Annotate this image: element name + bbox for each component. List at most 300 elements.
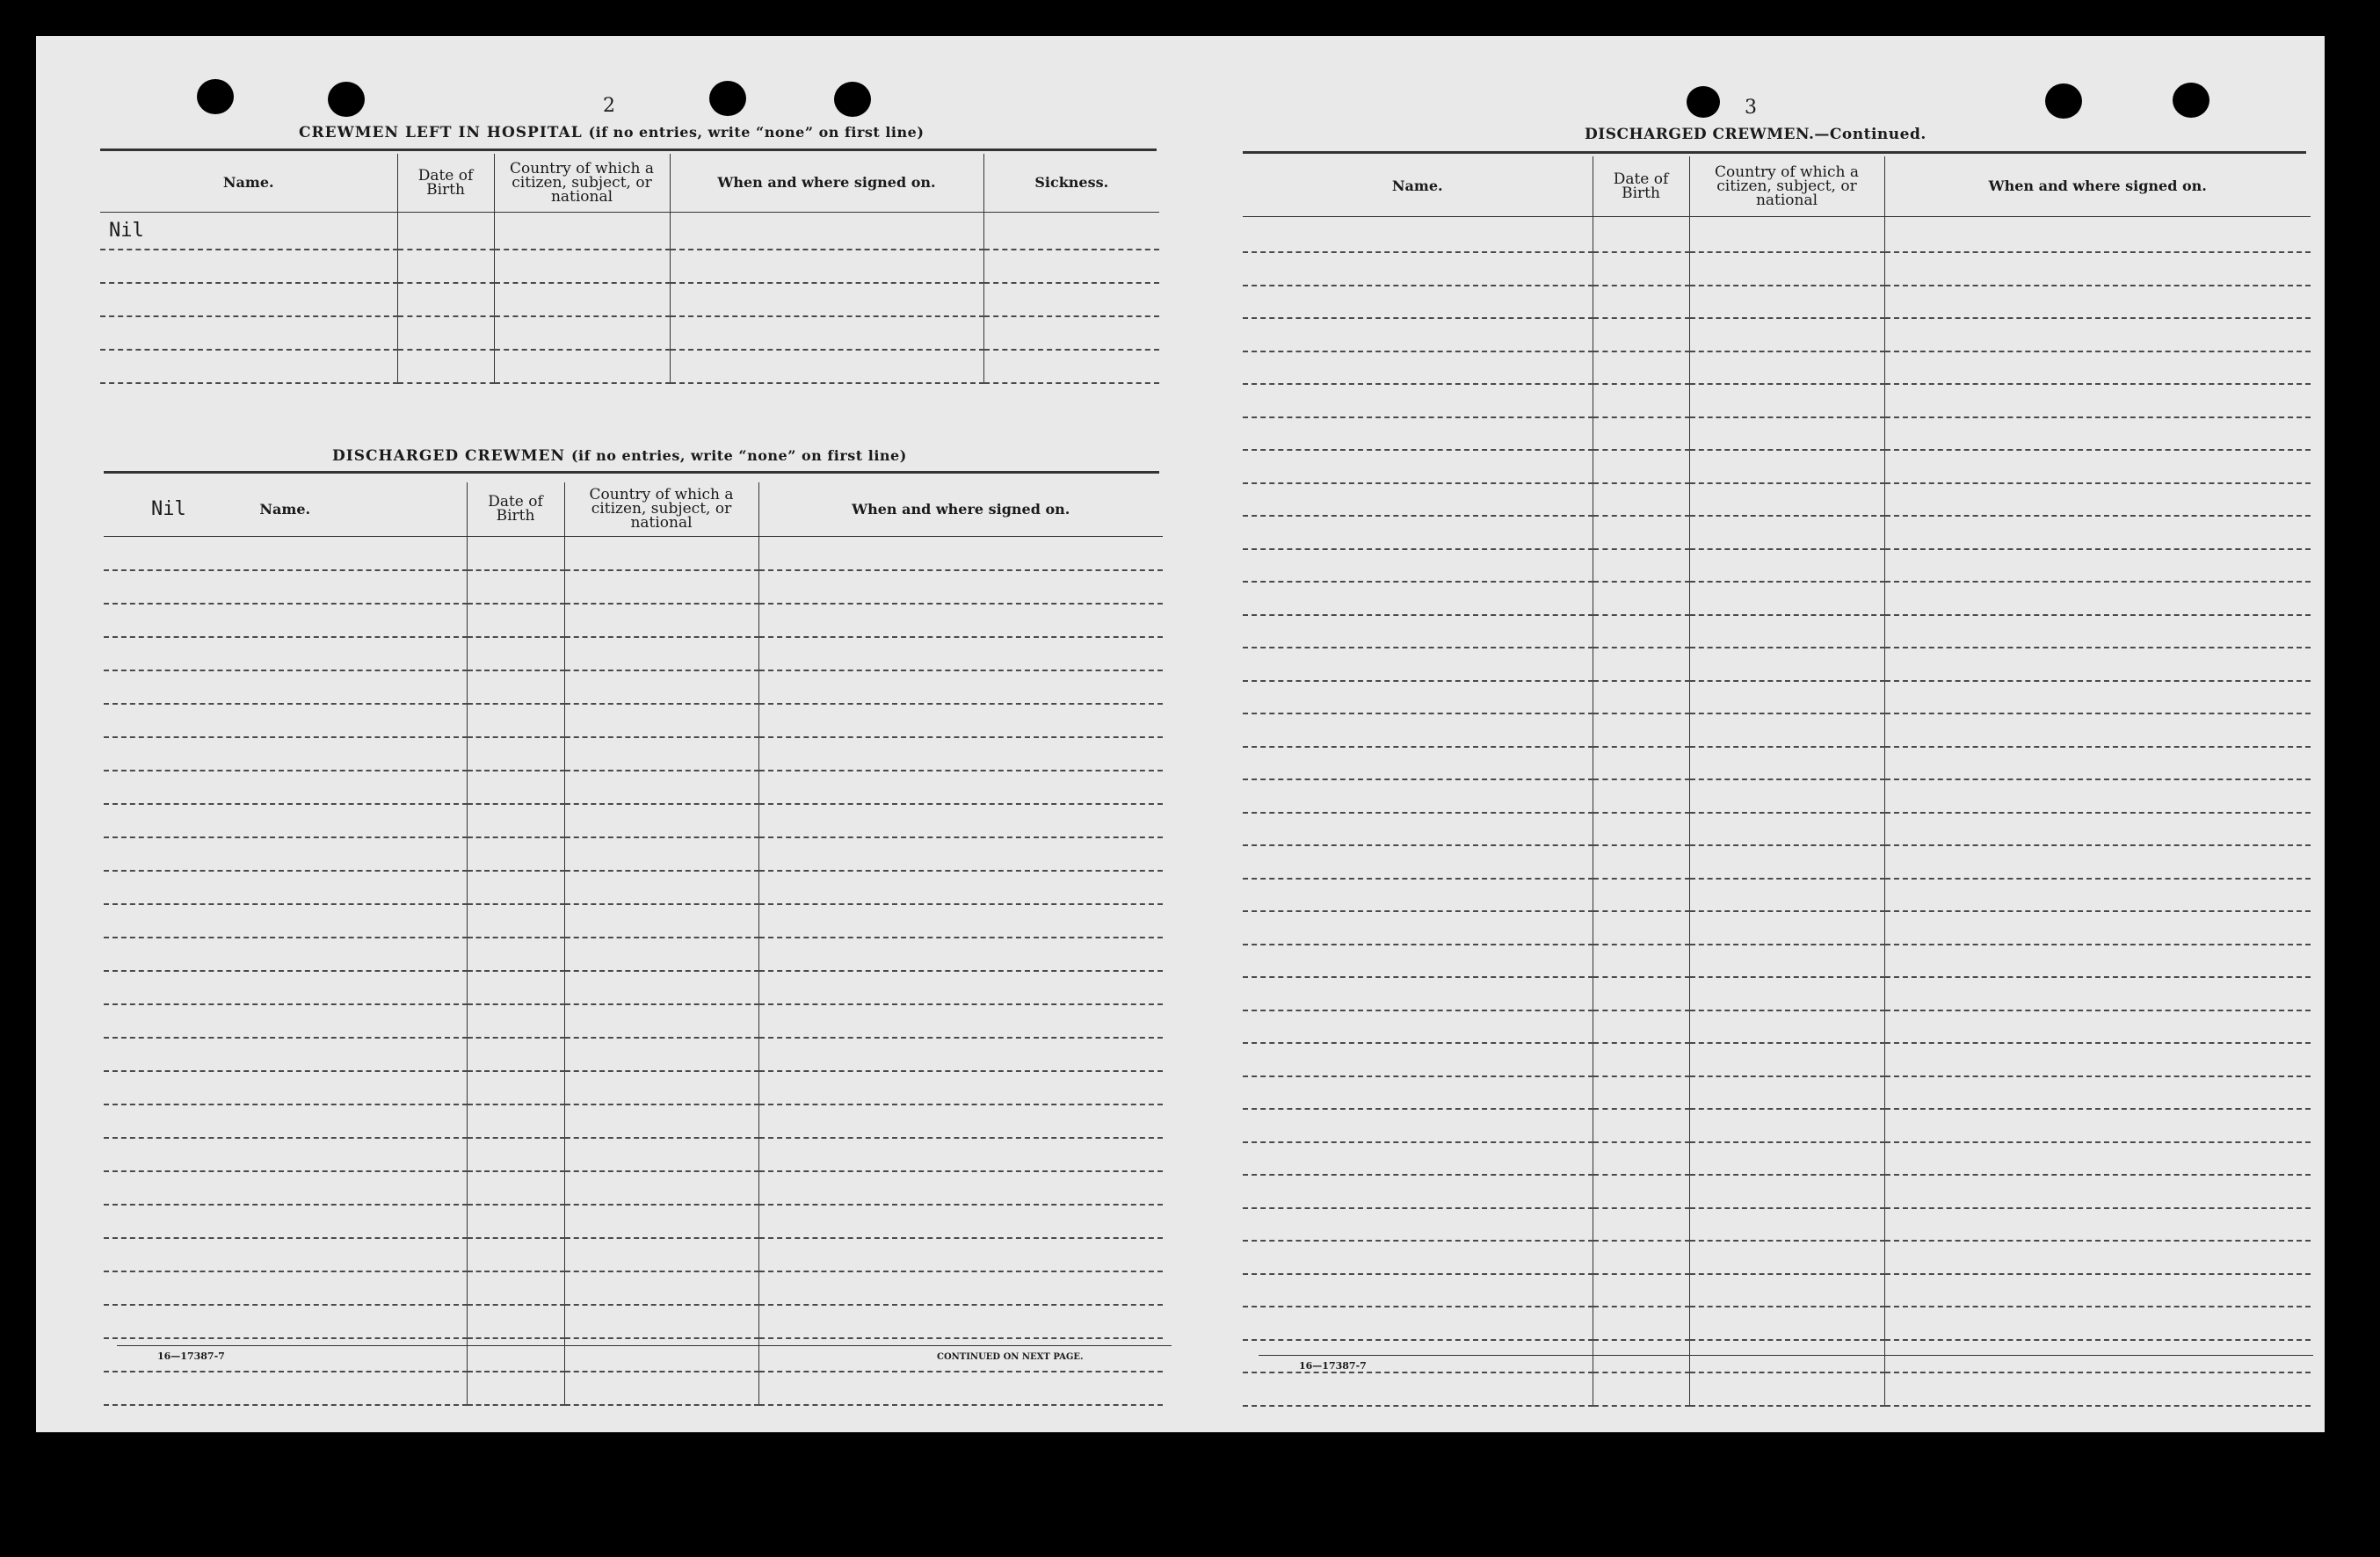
table-cell	[1689, 1208, 1884, 1242]
table-row	[1243, 1076, 2311, 1110]
punch-hole	[834, 82, 871, 117]
table-row	[1243, 516, 2311, 549]
table-cell	[397, 212, 494, 250]
table-cell	[397, 283, 494, 316]
table-cell	[1689, 1142, 1884, 1176]
table-cell	[1884, 351, 2311, 385]
table-cell	[104, 1004, 467, 1038]
hospital-section-title	[299, 124, 924, 141]
table-cell	[494, 283, 670, 316]
table-cell	[1243, 549, 1593, 583]
table-cell	[1689, 713, 1884, 747]
table-cell	[1689, 384, 1884, 417]
table-cell	[104, 570, 467, 604]
table-row	[104, 536, 1163, 570]
table-row	[100, 212, 1159, 250]
table-cell	[1689, 450, 1884, 483]
table-cell	[1689, 252, 1884, 286]
table-cell	[467, 804, 564, 837]
table-cell	[564, 1138, 758, 1171]
table-cell	[494, 212, 670, 250]
table-cell	[1689, 779, 1884, 813]
table-row	[1243, 318, 2311, 351]
table-cell	[564, 1071, 758, 1104]
table-row	[1243, 1208, 2311, 1242]
table-cell	[1884, 977, 2311, 1010]
table-cell	[1243, 286, 1593, 319]
table-cell	[1884, 1241, 2311, 1274]
section-rule	[100, 148, 1157, 151]
table-cell	[1593, 549, 1689, 583]
table-cell	[467, 737, 564, 771]
table-cell	[1593, 681, 1689, 714]
table-cell	[758, 1271, 1163, 1305]
table-cell	[1593, 1274, 1689, 1307]
table-cell	[104, 938, 467, 971]
punch-hole	[328, 82, 365, 117]
table-cell	[1593, 582, 1689, 615]
discharged-title-bold: DISCHARGED CREWMEN	[332, 447, 566, 465]
table-cell	[1593, 879, 1689, 912]
table-cell	[758, 938, 1163, 971]
table-row	[104, 1205, 1163, 1238]
table-cell	[397, 350, 494, 383]
table-cell	[397, 316, 494, 350]
table-row	[104, 938, 1163, 971]
table-cell	[1689, 681, 1884, 714]
table-cell	[1593, 713, 1689, 747]
table-cell	[758, 837, 1163, 871]
table-cell	[1884, 747, 2311, 780]
table-cell	[467, 1071, 564, 1104]
table-row	[1243, 681, 2311, 714]
table-cell	[1689, 417, 1884, 451]
table-cell	[1884, 713, 2311, 747]
table-cell	[758, 971, 1163, 1004]
table-cell	[564, 1205, 758, 1238]
table-cell	[1593, 615, 1689, 648]
discharged-title-note: (if no entries, write “none” on first line)	[570, 447, 907, 464]
table-cell	[104, 637, 467, 670]
table-cell	[1593, 1109, 1689, 1142]
table-cell	[564, 771, 758, 804]
table-cell	[104, 971, 467, 1004]
left-form-page	[36, 36, 1205, 1432]
table-cell	[1884, 1307, 2311, 1340]
table-cell	[1593, 252, 1689, 286]
table-cell	[758, 1205, 1163, 1238]
table-cell	[1689, 1241, 1884, 1274]
table-cell	[1689, 1372, 1884, 1406]
col-header-date-of-birth: Date of Birth	[397, 154, 494, 212]
table-cell	[564, 536, 758, 570]
table-cell	[104, 871, 467, 904]
col-header-date-of-birth: Date of Birth	[467, 482, 564, 536]
table-cell	[104, 1372, 467, 1405]
hospital-title-note: (if no entries, write “none” on first line)	[588, 124, 925, 141]
col-header-name: Name.	[259, 500, 311, 518]
table-cell	[670, 250, 983, 283]
table-cell	[1689, 1043, 1884, 1076]
table-cell	[758, 670, 1163, 704]
page-number: 2	[603, 95, 615, 117]
table-cell	[467, 938, 564, 971]
table-cell	[758, 1171, 1163, 1205]
table-cell	[1243, 351, 1593, 385]
table-cell	[564, 570, 758, 604]
table-cell	[1689, 549, 1884, 583]
table-cell	[104, 771, 467, 804]
table-cell	[1243, 450, 1593, 483]
section-rule	[104, 471, 1159, 474]
table-row	[104, 1104, 1163, 1138]
table-row	[1243, 216, 2311, 252]
table-cell	[670, 316, 983, 350]
table-cell	[1243, 1076, 1593, 1110]
table-cell	[467, 570, 564, 604]
table-row	[100, 283, 1159, 316]
table-cell	[104, 1305, 467, 1338]
table-cell	[758, 737, 1163, 771]
table-cell	[1884, 879, 2311, 912]
table-cell	[104, 1138, 467, 1171]
table-row	[104, 804, 1163, 837]
table-cell	[100, 283, 397, 316]
col-header-country: Country of which a citizen, subject, or national	[494, 154, 670, 212]
form-number: 16—17387-7	[157, 1351, 225, 1362]
page-number: 3	[1745, 97, 1757, 119]
table-cell	[1593, 286, 1689, 319]
col-header-name: Name.	[1391, 177, 1443, 195]
table-cell	[1884, 252, 2311, 286]
table-cell	[1593, 1307, 1689, 1340]
table-cell	[1243, 1043, 1593, 1076]
table-cell	[564, 804, 758, 837]
table-cell	[983, 316, 1159, 350]
table-cell	[564, 1038, 758, 1071]
table-cell	[1689, 615, 1884, 648]
table-cell	[758, 570, 1163, 604]
table-row	[104, 570, 1163, 604]
table-row	[104, 971, 1163, 1004]
hospital-table	[100, 154, 1159, 384]
table-cell	[1884, 945, 2311, 978]
table-cell	[494, 250, 670, 283]
table-cell	[1243, 977, 1593, 1010]
table-cell	[758, 637, 1163, 670]
table-cell	[1243, 417, 1593, 451]
table-cell	[1884, 813, 2311, 846]
table-cell	[1689, 516, 1884, 549]
table-row	[104, 1305, 1163, 1338]
table-cell	[1884, 549, 2311, 583]
table-cell	[1689, 1340, 1884, 1373]
punch-hole	[2045, 83, 2082, 119]
table-cell	[494, 350, 670, 383]
section-rule	[1243, 151, 2306, 154]
table-cell	[104, 1238, 467, 1271]
table-cell	[1593, 351, 1689, 385]
table-cell	[758, 1038, 1163, 1071]
table-cell	[467, 670, 564, 704]
bottom-rule	[1259, 1355, 2313, 1356]
table-cell	[1243, 252, 1593, 286]
table-cell	[1243, 516, 1593, 549]
table-cell	[1243, 845, 1593, 879]
table-cell	[100, 250, 397, 283]
table-cell	[670, 283, 983, 316]
table-row	[1243, 779, 2311, 813]
table-row	[1243, 252, 2311, 286]
table-cell	[564, 704, 758, 737]
table-cell	[1243, 615, 1593, 648]
table-row	[104, 1171, 1163, 1205]
table-cell	[758, 1104, 1163, 1138]
table-cell	[1593, 384, 1689, 417]
table-cell	[104, 1104, 467, 1138]
table-cell	[104, 804, 467, 837]
table-cell	[1593, 318, 1689, 351]
table-cell	[564, 1104, 758, 1138]
table-cell	[1689, 286, 1884, 319]
nil-entry: Nil	[151, 498, 186, 520]
table-row	[104, 1071, 1163, 1104]
table-row	[104, 737, 1163, 771]
table-cell	[1243, 1175, 1593, 1208]
table-row	[104, 704, 1163, 737]
table-cell	[104, 536, 467, 570]
table-cell	[1243, 713, 1593, 747]
table-cell	[1689, 879, 1884, 912]
punch-hole	[709, 81, 746, 116]
table-cell	[983, 350, 1159, 383]
table-cell	[1243, 1340, 1593, 1373]
table-cell	[564, 670, 758, 704]
table-row	[1243, 1241, 2311, 1274]
table-cell	[104, 1205, 467, 1238]
right-section-title: DISCHARGED CREWMEN.—Continued.	[1585, 126, 1926, 143]
table-row	[1243, 1109, 2311, 1142]
table-cell	[1593, 1372, 1689, 1406]
table-cell	[104, 604, 467, 637]
table-cell	[1243, 681, 1593, 714]
form-number: 16—17387-7	[1299, 1360, 1367, 1372]
table-cell	[1593, 516, 1689, 549]
table-cell	[1243, 1274, 1593, 1307]
table-cell	[758, 1305, 1163, 1338]
col-header-date-of-birth: Date of Birth	[1593, 156, 1689, 216]
table-cell	[467, 1205, 564, 1238]
col-header-signed-on: When and where signed on.	[670, 154, 983, 212]
table-cell	[758, 604, 1163, 637]
table-cell	[758, 804, 1163, 837]
table-cell	[104, 1038, 467, 1071]
table-cell	[564, 1271, 758, 1305]
table-cell	[1689, 747, 1884, 780]
table-cell	[1593, 813, 1689, 846]
table-cell	[1884, 779, 2311, 813]
table-cell	[1884, 1142, 2311, 1176]
table-row	[1243, 1307, 2311, 1340]
table-row	[104, 1138, 1163, 1171]
table-cell	[1884, 1340, 2311, 1373]
table-cell	[467, 1271, 564, 1305]
table-cell	[1689, 1307, 1884, 1340]
table-cell	[1593, 945, 1689, 978]
table-cell	[1884, 483, 2311, 517]
table-row	[1243, 615, 2311, 648]
table-cell	[1243, 1307, 1593, 1340]
table-row	[1243, 911, 2311, 945]
table-cell	[1884, 384, 2311, 417]
bottom-rule	[117, 1345, 1172, 1346]
table-cell	[564, 637, 758, 670]
table-cell: Nil	[100, 212, 397, 250]
table-cell	[758, 1004, 1163, 1038]
table-row	[1243, 450, 2311, 483]
table-cell	[104, 904, 467, 938]
col-header-name: Name.	[222, 174, 274, 192]
table-cell	[1884, 615, 2311, 648]
table-row	[1243, 713, 2311, 747]
table-cell	[104, 670, 467, 704]
table-cell	[1243, 384, 1593, 417]
table-cell	[758, 871, 1163, 904]
discharged-section-title	[332, 447, 907, 465]
table-cell	[467, 536, 564, 570]
table-cell	[670, 350, 983, 383]
table-row	[104, 1004, 1163, 1038]
table-cell	[1884, 516, 2311, 549]
table-cell	[1884, 1274, 2311, 1307]
table-row	[1243, 1340, 2311, 1373]
table-cell	[1593, 1043, 1689, 1076]
punch-hole	[197, 79, 234, 114]
col-header-country: Country of which a citizen, subject, or national	[564, 482, 758, 536]
table-row	[1243, 582, 2311, 615]
table-cell	[758, 1372, 1163, 1405]
table-cell	[1689, 845, 1884, 879]
table-cell	[758, 771, 1163, 804]
table-cell	[467, 1171, 564, 1205]
table-cell	[564, 938, 758, 971]
table-cell	[467, 704, 564, 737]
discharged-table	[104, 482, 1163, 1406]
table-cell	[564, 1305, 758, 1338]
table-cell	[758, 904, 1163, 938]
table-cell	[1243, 1241, 1593, 1274]
table-row	[1243, 549, 2311, 583]
table-cell	[758, 1071, 1163, 1104]
table-cell	[1884, 1043, 2311, 1076]
table-cell	[467, 871, 564, 904]
table-row	[104, 670, 1163, 704]
table-cell	[758, 1238, 1163, 1271]
table-cell	[1884, 582, 2311, 615]
table-cell	[758, 704, 1163, 737]
table-cell	[1593, 1010, 1689, 1044]
table-cell	[1884, 681, 2311, 714]
table-row	[1243, 417, 2311, 451]
table-row	[1243, 945, 2311, 978]
table-cell	[1884, 1010, 2311, 1044]
table-row	[1243, 1043, 2311, 1076]
table-cell	[104, 1171, 467, 1205]
table-row	[1243, 286, 2311, 319]
table-cell	[1243, 216, 1593, 252]
table-cell	[1884, 286, 2311, 319]
table-cell	[983, 250, 1159, 283]
table-cell	[397, 250, 494, 283]
table-cell	[1884, 648, 2311, 681]
table-row	[100, 250, 1159, 283]
table-cell	[1243, 582, 1593, 615]
table-row	[1243, 1010, 2311, 1044]
table-cell	[467, 1004, 564, 1038]
table-cell	[564, 737, 758, 771]
table-row	[1243, 977, 2311, 1010]
table-row	[1243, 845, 2311, 879]
table-cell	[1593, 1241, 1689, 1274]
table-cell	[1689, 1274, 1884, 1307]
table-cell	[983, 212, 1159, 250]
table-cell	[1689, 1076, 1884, 1110]
table-row	[104, 1271, 1163, 1305]
table-cell	[1593, 1142, 1689, 1176]
table-row	[104, 604, 1163, 637]
table-row	[1243, 384, 2311, 417]
table-cell	[564, 1372, 758, 1405]
table-cell	[1689, 977, 1884, 1010]
table-cell	[1884, 1076, 2311, 1110]
table-cell	[1884, 417, 2311, 451]
col-header-country: Country of which a citizen, subject, or national	[1689, 156, 1884, 216]
table-cell	[1593, 1175, 1689, 1208]
table-cell	[104, 837, 467, 871]
table-cell	[1884, 1109, 2311, 1142]
table-cell	[1689, 216, 1884, 252]
table-row	[1243, 1274, 2311, 1307]
table-cell	[1243, 911, 1593, 945]
table-cell	[758, 1138, 1163, 1171]
table-cell	[1243, 945, 1593, 978]
table-row	[1243, 1142, 2311, 1176]
table-row	[1243, 483, 2311, 517]
table-cell	[564, 1338, 758, 1372]
table-cell	[1593, 483, 1689, 517]
table-row	[104, 837, 1163, 871]
table-cell	[1243, 1208, 1593, 1242]
table-row	[104, 771, 1163, 804]
table-cell	[467, 604, 564, 637]
table-cell	[467, 837, 564, 871]
table-cell	[467, 1038, 564, 1071]
table-cell	[1243, 648, 1593, 681]
table-cell	[564, 871, 758, 904]
table-row	[1243, 648, 2311, 681]
table-row	[104, 1372, 1163, 1405]
table-row	[1243, 747, 2311, 780]
table-cell	[1243, 318, 1593, 351]
table-cell	[1884, 845, 2311, 879]
table-cell	[1593, 845, 1689, 879]
table-cell	[1884, 911, 2311, 945]
table-cell	[1884, 1175, 2311, 1208]
table-cell	[1689, 945, 1884, 978]
table-cell	[104, 704, 467, 737]
col-header-sickness: Sickness.	[983, 154, 1159, 212]
table-cell	[1689, 911, 1884, 945]
